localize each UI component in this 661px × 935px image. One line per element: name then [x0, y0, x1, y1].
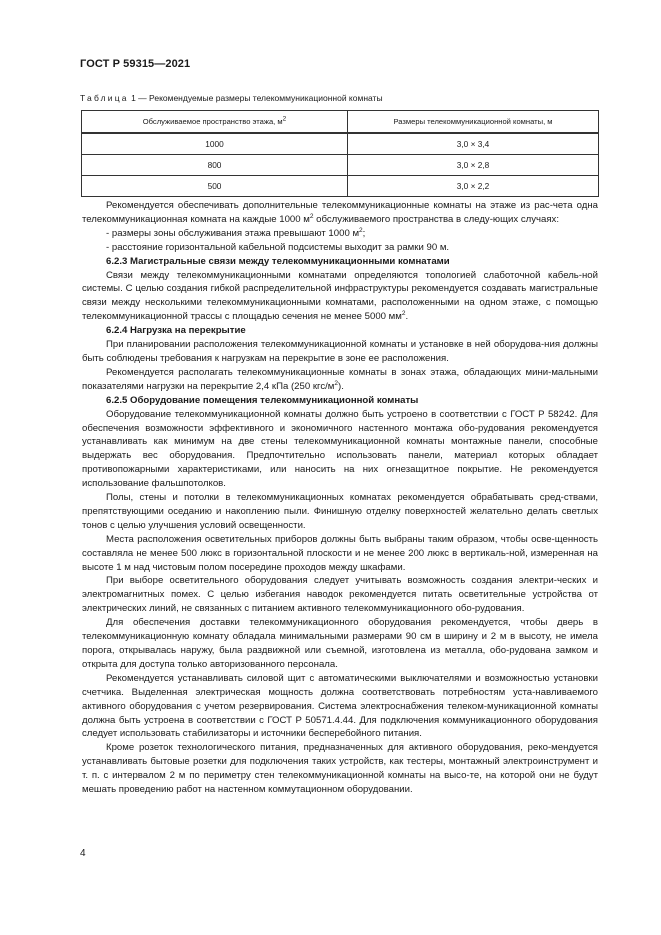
table-header-row	[82, 111, 599, 134]
superscript: 2	[334, 379, 338, 387]
table-caption-prefix: Таблица	[80, 93, 129, 103]
paragraph: Для обеспечения доставки телекоммуникационного оборудования рекомендуется, чтобы дверь в телекоммуникационную комнату обладала минимальными размерами 90 см в ширину и 2 м в высоту, не имела порога, открывалась наружу, была раздвижной или съемной, изготовлена из металла, обо-рудована замком и открыта для доступа только авторизованного персонала.	[82, 617, 598, 670]
col-header-area	[82, 111, 348, 134]
room-size-table	[81, 110, 599, 197]
cell-area: 500	[82, 176, 348, 197]
section-heading-6-2-3: 6.2.3 Магистральные связи между телекоммуникационными комнатами	[106, 255, 450, 267]
paragraph-text: ).	[338, 380, 344, 392]
cell-size: 3,0 × 2,8	[348, 155, 599, 176]
table-caption	[80, 93, 600, 103]
document-body	[82, 199, 598, 797]
superscript: 2	[359, 226, 363, 234]
cell-area: 800	[82, 155, 348, 176]
superscript: 2	[309, 212, 314, 220]
table-caption-title: 1 — Рекомендуемые размеры телекоммуникационной комнаты	[128, 93, 383, 103]
paragraph: Рекомендуется устанавливать силовой щит с автоматическими выключателями и возможностью установки счетчика. Выделенная электрическая мощность должна соответствовать потребностям уста-навливаемого активного оборудования с учетом резервирования. Система электроснабжения телеком-муникационной комнаты должна быть устроена в соответствии с ГОСТ Р 50571.4.44. Для подключения коммуникационного оборудования следует использовать стабилизаторы и источники бесперебойного питания.	[82, 672, 598, 740]
paragraph: Места расположения осветительных приборов должны быть выбраны таким образом, чтобы осве-щенность составляла не менее 500 люкс в горизонтальной плоскости и не менее 200 люкс в вертикаль-ной, измеренная на высоте 1 м над чистовым полом посередине проходов между шкафами.	[82, 533, 598, 573]
cell-size: 3,0 × 3,4	[348, 133, 599, 155]
paragraph	[82, 199, 598, 227]
section-heading-6-2-5: 6.2.5 Оборудование помещения телекоммуникационной комнаты	[106, 394, 419, 406]
paragraph: При выборе осветительного оборудования следует учитывать возможность создания электри-ческих и электромагнитных помех. С целью избегания наводок рекомендуется питать осветительные устройства от электрических линий, не связанных с питанием активного телекоммуникационного обо-рудования.	[82, 575, 598, 615]
list-item-text: - размеры зоны обслуживания этажа превышают 1000 м	[106, 227, 360, 239]
paragraph-text: Рекомендуется обеспечивать дополнительные телекоммуникационные комнаты на этаже из рас-чета одна телекоммуникационная комната на каждые 1000 м	[82, 200, 598, 225]
document-header: ГОСТ Р 59315—2021	[80, 58, 191, 70]
cell-size: 3,0 × 2,2	[348, 176, 599, 197]
paragraph	[82, 269, 598, 325]
paragraph	[82, 366, 598, 394]
section-heading-6-2-4: 6.2.4 Нагрузка на перекрытие	[106, 325, 246, 337]
paragraph-text: .	[405, 311, 409, 323]
paragraph: Полы, стены и потолки в телекоммуникационных комнатах рекомендуется обрабатывать сред-ствами, препятствующими оседанию и накоплению пыли. Финишную отделку поверхностей желательно делать светлых тонов с целью улучшения условий освещенности.	[82, 492, 598, 531]
table-row	[82, 155, 599, 176]
cell-area: 1000	[82, 133, 348, 155]
paragraph: Кроме розеток технологического питания, предназначенных для активного оборудования, реко-мендуется устанавливать бытовые розетки для подключения таких устройств, как тестеры, монтажный электроинструмент и т. п. с интервалом 2 м по периметру стен телекоммуникационной комнаты на высо-те, на которой они не будут мешать проведению работ на настенном коммутационном оборудовании.	[82, 742, 598, 796]
list-item: - расстояние горизонтальной кабельной подсистемы выходит за рамки 90 м.	[106, 241, 450, 253]
col-header-size: Размеры телекоммуникационной комнаты, м	[348, 111, 599, 134]
paragraph: При планировании расположения телекоммуникационной комнаты и установке в ней оборудова-ния должны быть соблюдены требования к нагрузкам на перекрытие в зоне ее расположения.	[82, 339, 598, 364]
table-row	[82, 176, 599, 197]
page-number: 4	[80, 848, 86, 859]
paragraph-text: Связи между телекоммуникационными комнатами определяются топологией слаботочной кабель-ной системы. С целью создания гибкой распределительной инфраструктуры рекомендуется создавать магистральные связи между несколькими телекоммуникационными комнатами, расположенными на одном этаже, с помощью телекоммуникационной трассы с площадью сечения не менее 5000 мм	[82, 269, 598, 323]
list-item-text: ;	[362, 227, 366, 239]
col-header-area-sup: 2	[282, 115, 287, 123]
list-item	[82, 227, 598, 241]
superscript: 2	[401, 310, 406, 318]
table-row	[82, 133, 599, 155]
paragraph-text: обслуживаемого пространства в следу-ющих случаях:	[313, 213, 560, 225]
paragraph-text: Рекомендуется располагать телекоммуникационные комнаты в зонах этажа, обладающих мини-мальными показателями нагрузки на перекрытие 2,4 кПа (250 кгс/м	[82, 366, 598, 392]
paragraph: Оборудование телекоммуникационной комнаты должно быть устроено в соответствии с ГОСТ Р 58242. Для обеспечения возможности эффективного и экономичного настенного монтажа обо-рудования рекомендуется устанавливать как минимум на две стены телекоммуникационной комнаты монтажные панели, способные выдержать вес оборудования. Предпочтительно использовать панели, материал которых обладает противопожарными характеристиками, или наносить на них огнезащитное покрытие. Не рекомендуется использование фальшпотолков.	[82, 408, 598, 490]
col-header-area-text: Обслуживаемое пространство этажа, м	[142, 117, 283, 126]
